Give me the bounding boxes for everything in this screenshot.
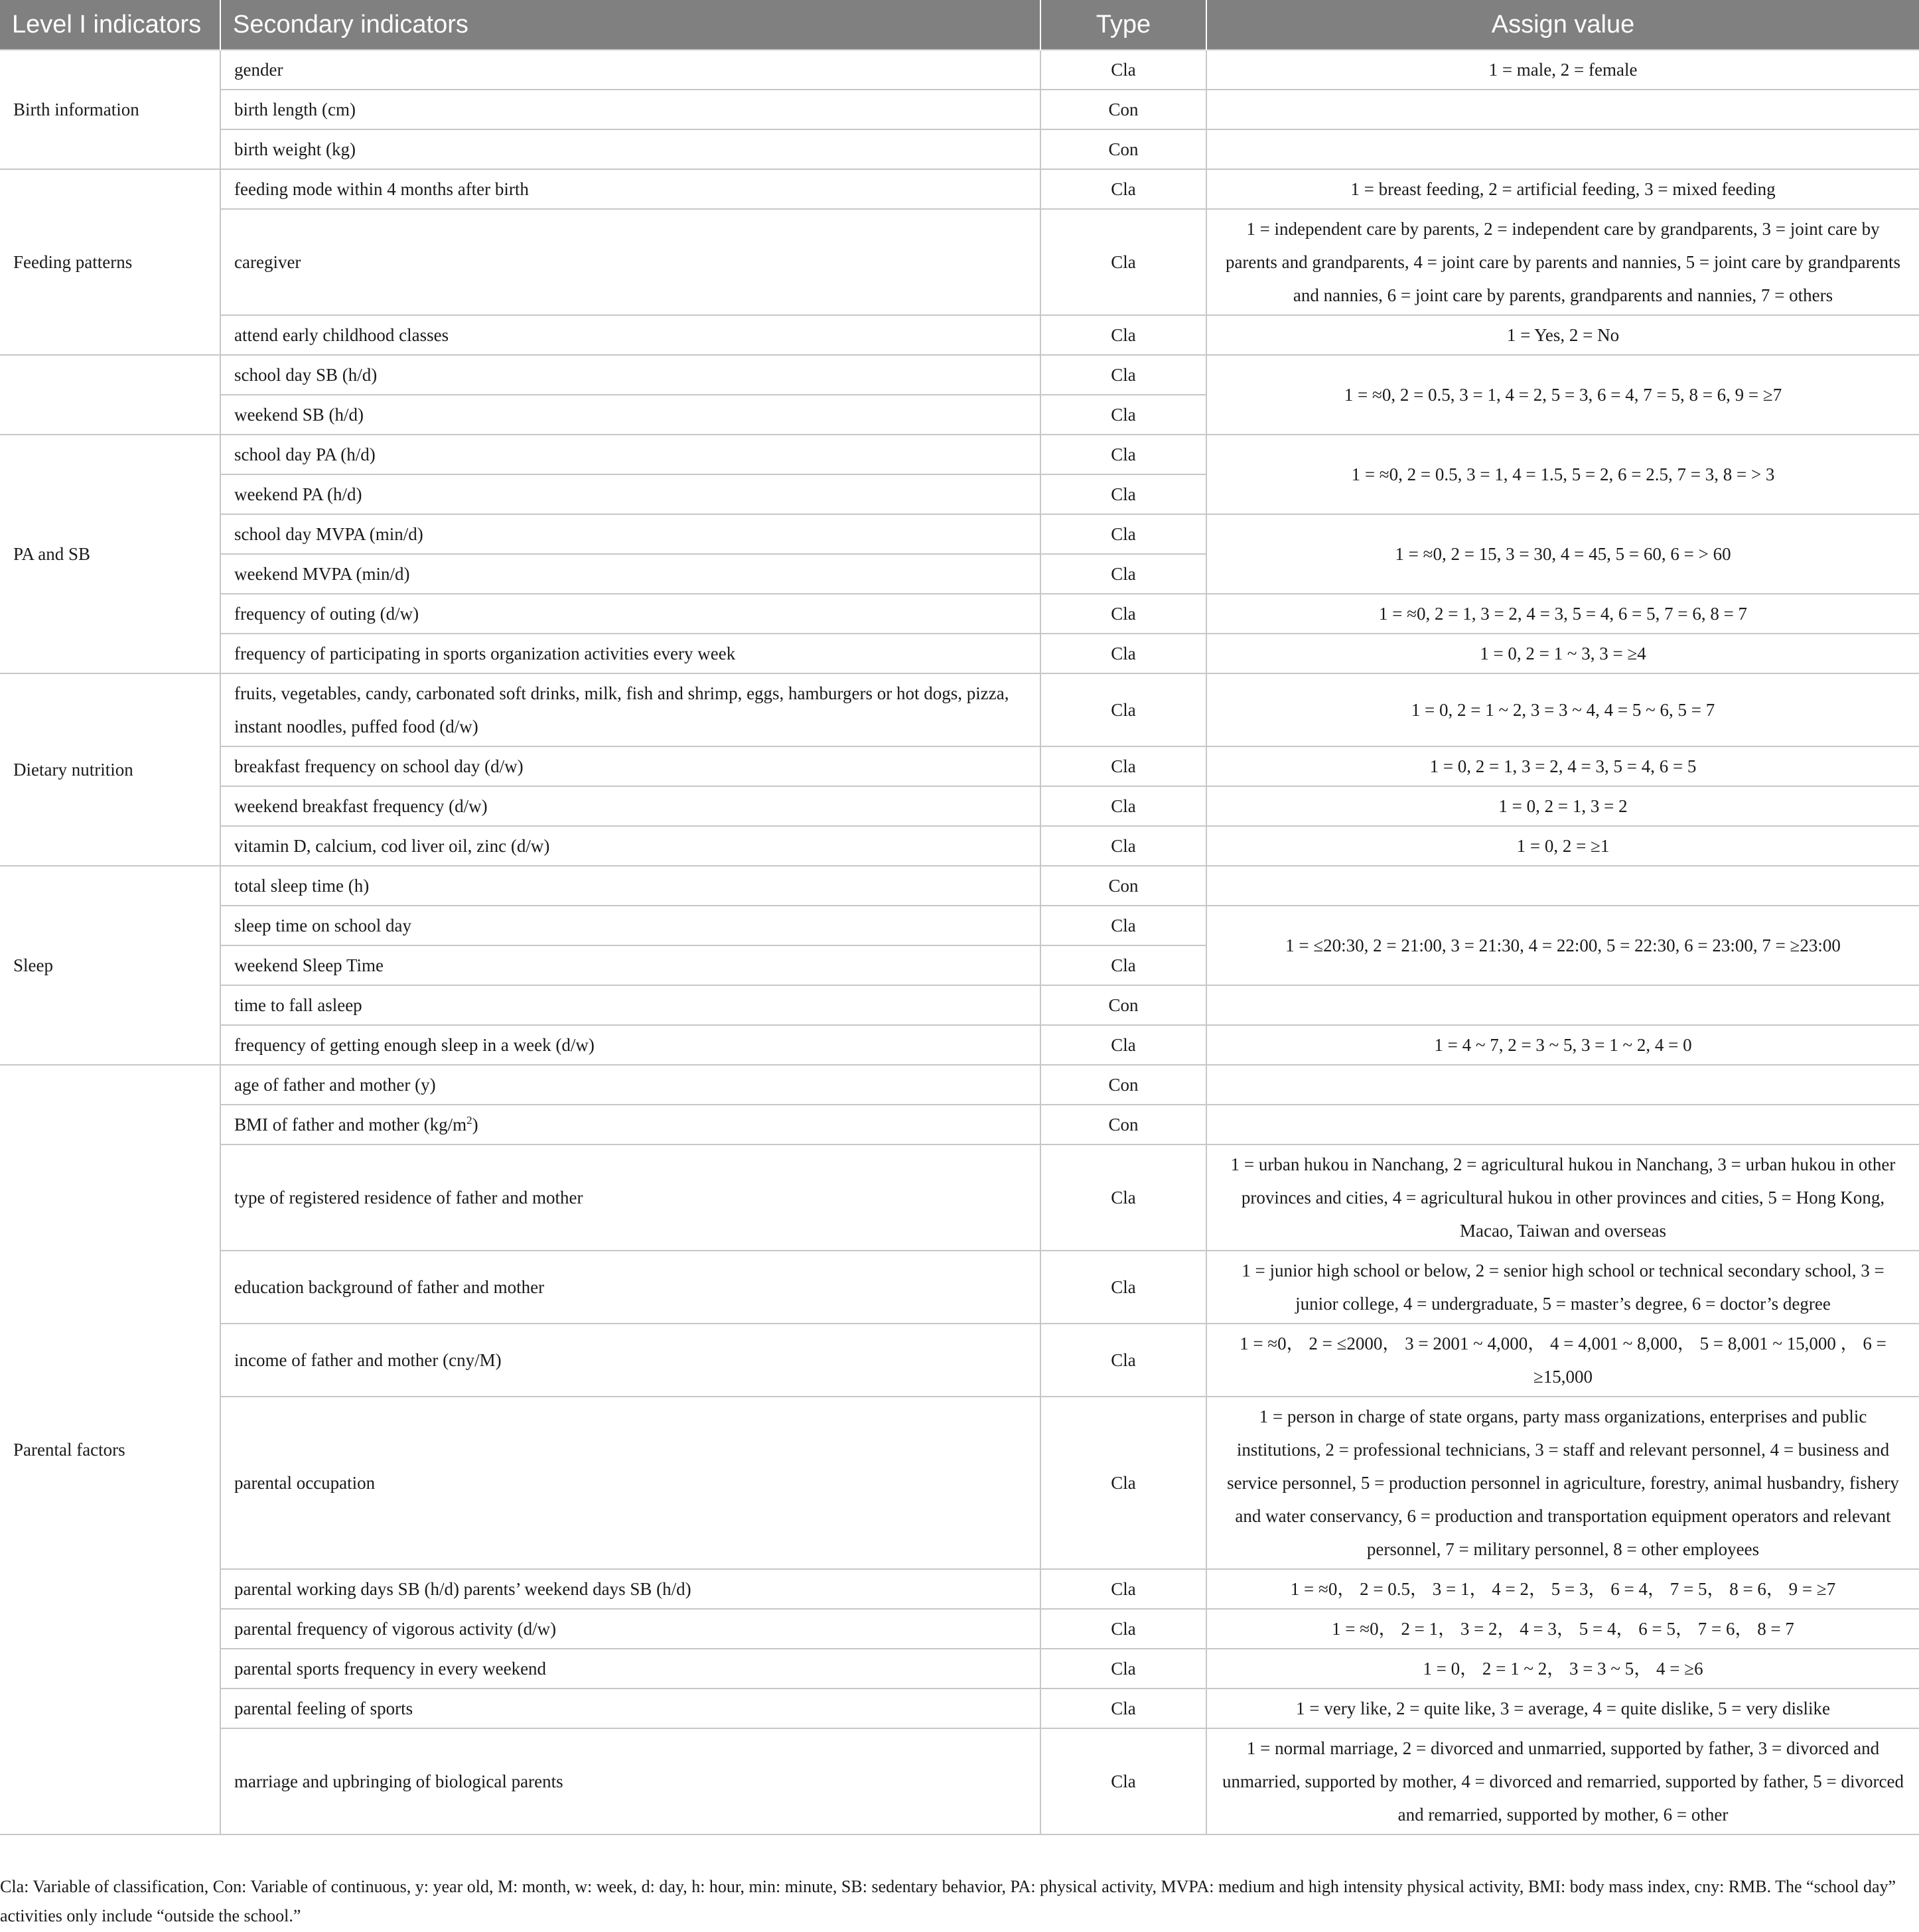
value-cell: 1 = ≈0， 2 = 1， 3 = 2， 4 = 3， 5 = 4， 6 = 5， 7 = 6， 8 = 7: [1206, 1609, 1919, 1649]
type-cell: Cla: [1040, 945, 1206, 985]
secondary-cell: parental frequency of vigorous activity (d/w): [220, 1609, 1040, 1649]
table-row: [0, 1609, 1919, 1649]
level1-cell: Parental factors: [0, 1065, 220, 1834]
secondary-cell: school day PA (h/d): [220, 435, 1040, 474]
value-cell: [1206, 90, 1919, 129]
level1-cell: [0, 355, 220, 435]
secondary-cell: weekend MVPA (min/d): [220, 554, 1040, 594]
value-cell: 1 = very like, 2 = quite like, 3 = average, 4 = quite dislike, 5 = very dislike: [1206, 1689, 1919, 1728]
secondary-cell: weekend breakfast frequency (d/w): [220, 786, 1040, 826]
secondary-cell: education background of father and mother: [220, 1251, 1040, 1324]
type-cell: Cla: [1040, 826, 1206, 866]
secondary-cell: school day MVPA (min/d): [220, 514, 1040, 554]
superscript: 2: [466, 1114, 472, 1127]
value-cell: 1 = ≈0， 2 = 0.5， 3 = 1， 4 = 2， 5 = 3， 6 = 4， 7 = 5， 8 = 6， 9 = ≥7: [1206, 1569, 1919, 1609]
level1-cell: PA and SB: [0, 435, 220, 673]
secondary-cell: parental sports frequency in every weekend: [220, 1649, 1040, 1689]
secondary-cell: sleep time on school day: [220, 906, 1040, 945]
secondary-cell: parental working days SB (h/d) parents’ weekend days SB (h/d): [220, 1569, 1040, 1609]
type-cell: Cla: [1040, 1569, 1206, 1609]
type-cell: Cla: [1040, 1144, 1206, 1251]
secondary-cell: age of father and mother (y): [220, 1065, 1040, 1105]
table-row: [0, 786, 1919, 826]
type-cell: Cla: [1040, 169, 1206, 209]
secondary-cell: weekend Sleep Time: [220, 945, 1040, 985]
value-cell: 1 = 0, 2 = 1 ~ 3, 3 = ≥4: [1206, 634, 1919, 673]
table-row: [0, 315, 1919, 355]
value-cell: 1 = 0, 2 = 1, 3 = 2: [1206, 786, 1919, 826]
secondary-cell: frequency of outing (d/w): [220, 594, 1040, 634]
type-cell: Cla: [1040, 209, 1206, 315]
table-row: [0, 1105, 1919, 1144]
table-row: [0, 1065, 1919, 1105]
secondary-cell: type of registered residence of father and mother: [220, 1144, 1040, 1251]
table-row: [0, 1025, 1919, 1065]
value-cell: [1206, 985, 1919, 1025]
type-cell: Cla: [1040, 673, 1206, 746]
value-cell: 1 = 0, 2 = 1 ~ 2, 3 = 3 ~ 4, 4 = 5 ~ 6, 5 = 7: [1206, 673, 1919, 746]
value-cell: 1 = 0, 2 = 1, 3 = 2, 4 = 3, 5 = 4, 6 = 5: [1206, 746, 1919, 786]
table-row: [0, 746, 1919, 786]
level1-cell: Sleep: [0, 866, 220, 1065]
value-cell: 1 = 0， 2 = 1 ~ 2， 3 = 3 ~ 5， 4 = ≥6: [1206, 1649, 1919, 1689]
table-row: [0, 50, 1919, 90]
level1-cell: Dietary nutrition: [0, 673, 220, 866]
value-cell: 1 = ≈0, 2 = 1, 3 = 2, 4 = 3, 5 = 4, 6 = 5, 7 = 6, 8 = 7: [1206, 594, 1919, 634]
secondary-cell: parental feeling of sports: [220, 1689, 1040, 1728]
type-cell: Cla: [1040, 746, 1206, 786]
type-cell: Cla: [1040, 1609, 1206, 1649]
secondary-cell: vitamin D, calcium, cod liver oil, zinc (d/w): [220, 826, 1040, 866]
type-cell: Cla: [1040, 315, 1206, 355]
secondary-cell: marriage and upbringing of biological parents: [220, 1728, 1040, 1834]
value-cell: 1 = 4 ~ 7, 2 = 3 ~ 5, 3 = 1 ~ 2, 4 = 0: [1206, 1025, 1919, 1065]
secondary-cell: frequency of participating in sports organization activities every week: [220, 634, 1040, 673]
type-cell: Cla: [1040, 1728, 1206, 1834]
secondary-cell: feeding mode within 4 months after birth: [220, 169, 1040, 209]
secondary-cell: attend early childhood classes: [220, 315, 1040, 355]
value-cell: 1 = breast feeding, 2 = artificial feeding, 3 = mixed feeding: [1206, 169, 1919, 209]
secondary-cell: frequency of getting enough sleep in a week (d/w): [220, 1025, 1040, 1065]
header-level1: Level I indicators: [0, 0, 220, 50]
secondary-cell: school day SB (h/d): [220, 355, 1040, 395]
secondary-cell: weekend PA (h/d): [220, 474, 1040, 514]
header-row: [0, 0, 1919, 50]
table-row: [0, 1728, 1919, 1834]
value-cell: [1206, 1105, 1919, 1144]
table-row: [0, 355, 1919, 395]
table-row: [0, 514, 1919, 554]
table-row: [0, 90, 1919, 129]
secondary-cell: time to fall asleep: [220, 985, 1040, 1025]
type-cell: Cla: [1040, 786, 1206, 826]
value-cell: 1 = ≈0, 2 = 0.5, 3 = 1, 4 = 2, 5 = 3, 6 = 4, 7 = 5, 8 = 6, 9 = ≥7: [1206, 355, 1919, 435]
type-cell: Con: [1040, 1105, 1206, 1144]
table-row: [0, 1251, 1919, 1324]
value-cell: 1 = male, 2 = female: [1206, 50, 1919, 90]
secondary-cell: birth length (cm): [220, 90, 1040, 129]
type-cell: Cla: [1040, 1251, 1206, 1324]
table-row: [0, 1144, 1919, 1251]
header-type: Type: [1040, 0, 1206, 50]
type-cell: Cla: [1040, 1649, 1206, 1689]
table-row: [0, 129, 1919, 169]
type-cell: Cla: [1040, 355, 1206, 395]
secondary-cell: caregiver: [220, 209, 1040, 315]
secondary-cell: income of father and mother (cny/M): [220, 1324, 1040, 1397]
table-row: [0, 906, 1919, 945]
value-cell: [1206, 866, 1919, 906]
table-row: [0, 866, 1919, 906]
secondary-cell: birth weight (kg): [220, 129, 1040, 169]
table-row: [0, 1689, 1919, 1728]
secondary-text-end: ): [472, 1115, 478, 1135]
value-cell: 1 = person in charge of state organs, party mass organizations, enterprises and public institutions, 2 = professional technicians, 3 = staff and relevant personnel, 4 = business and service personnel, 5 = production personnel in agriculture, forestry, animal husbandry, fishery and water conservancy, 6 = production and transportation equipment operators and relevant personnel, 7 = military personnel, 8 = other employees: [1206, 1397, 1919, 1569]
secondary-cell: weekend SB (h/d): [220, 395, 1040, 435]
value-cell: 1 = urban hukou in Nanchang, 2 = agricultural hukou in Nanchang, 3 = urban hukou in other provinces and cities, 4 = agricultural hukou in other provinces and cities, 5 = Hong Kong, Macao, Taiwan and overseas: [1206, 1144, 1919, 1251]
secondary-cell: gender: [220, 50, 1040, 90]
value-cell: 1 = 0, 2 = ≥1: [1206, 826, 1919, 866]
value-cell: [1206, 129, 1919, 169]
type-cell: Cla: [1040, 554, 1206, 594]
table-row: [0, 634, 1919, 673]
type-cell: Cla: [1040, 50, 1206, 90]
secondary-cell: total sleep time (h): [220, 866, 1040, 906]
secondary-cell: breakfast frequency on school day (d/w): [220, 746, 1040, 786]
value-cell: 1 = independent care by parents, 2 = independent care by grandparents, 3 = joint care by parents and grandparents, 4 = joint care by parents and nannies, 5 = joint care by grandparents and nannies, 6 = joint care by parents, grandparents and nannies, 7 = others: [1206, 209, 1919, 315]
type-cell: Con: [1040, 1065, 1206, 1105]
value-cell: [1206, 1065, 1919, 1105]
level1-cell: Feeding patterns: [0, 169, 220, 355]
type-cell: Cla: [1040, 474, 1206, 514]
secondary-cell: parental occupation: [220, 1397, 1040, 1569]
type-cell: Cla: [1040, 906, 1206, 945]
table-row: [0, 985, 1919, 1025]
secondary-text: BMI of father and mother (kg/m: [234, 1115, 467, 1135]
table-row: [0, 1649, 1919, 1689]
value-cell: 1 = normal marriage, 2 = divorced and unmarried, supported by father, 3 = divorced and unmarried, supported by mother, 4 = divorced and remarried, supported by father, 5 = divorced and remarried, supported by mother, 6 = other: [1206, 1728, 1919, 1834]
header-assign-value: Assign value: [1206, 0, 1919, 50]
type-cell: Cla: [1040, 634, 1206, 673]
type-cell: Cla: [1040, 1397, 1206, 1569]
type-cell: Cla: [1040, 1689, 1206, 1728]
table-row: [0, 209, 1919, 315]
table-row: [0, 169, 1919, 209]
type-cell: Con: [1040, 866, 1206, 906]
table-row: [0, 1397, 1919, 1569]
table-row: [0, 1324, 1919, 1397]
table-row: [0, 435, 1919, 474]
type-cell: Con: [1040, 129, 1206, 169]
value-cell: 1 = ≈0, 2 = 15, 3 = 30, 4 = 45, 5 = 60, 6 = > 60: [1206, 514, 1919, 594]
type-cell: Con: [1040, 90, 1206, 129]
value-cell: 1 = ≈0, 2 = 0.5, 3 = 1, 4 = 1.5, 5 = 2, 6 = 2.5, 7 = 3, 8 = > 3: [1206, 435, 1919, 514]
value-cell: 1 = Yes, 2 = No: [1206, 315, 1919, 355]
type-cell: Con: [1040, 985, 1206, 1025]
secondary-cell: [220, 1105, 1040, 1144]
secondary-cell: fruits, vegetables, candy, carbonated soft drinks, milk, fish and shrimp, eggs, hamburgers or hot dogs, pizza, instant noodles, puffed food (d/w): [220, 673, 1040, 746]
type-cell: Cla: [1040, 435, 1206, 474]
table-row: [0, 826, 1919, 866]
value-cell: 1 = ≤20:30, 2 = 21:00, 3 = 21:30, 4 = 22:00, 5 = 22:30, 6 = 23:00, 7 = ≥23:00: [1206, 906, 1919, 985]
table-row: [0, 1569, 1919, 1609]
type-cell: Cla: [1040, 1324, 1206, 1397]
table-row: [0, 673, 1919, 746]
value-cell: 1 = ≈0， 2 = ≤2000， 3 = 2001 ~ 4,000， 4 = 4,001 ~ 8,000， 5 = 8,001 ~ 15,000 ， 6 = ≥15,000: [1206, 1324, 1919, 1397]
table-row: [0, 594, 1919, 634]
type-cell: Cla: [1040, 395, 1206, 435]
header-secondary: Secondary indicators: [220, 0, 1040, 50]
type-cell: Cla: [1040, 594, 1206, 634]
type-cell: Cla: [1040, 514, 1206, 554]
type-cell: Cla: [1040, 1025, 1206, 1065]
table-footnote: Cla: Variable of classification, Con: Variable of continuous, y: year old, M: month, w: week, d: day, h: hour, min: minute, SB: sedentary behavior, PA: physical activity, MVPA: medium and high intensity physical activity, BMI: body mass index, cny: RMB. The “school day” activities only include “outside the school.”: [0, 1877, 1896, 1925]
value-cell: 1 = junior high school or below, 2 = senior high school or technical secondary school, 3 = junior college, 4 = undergraduate, 5 = master’s degree, 6 = doctor’s degree: [1206, 1251, 1919, 1324]
level1-cell: Birth information: [0, 50, 220, 169]
